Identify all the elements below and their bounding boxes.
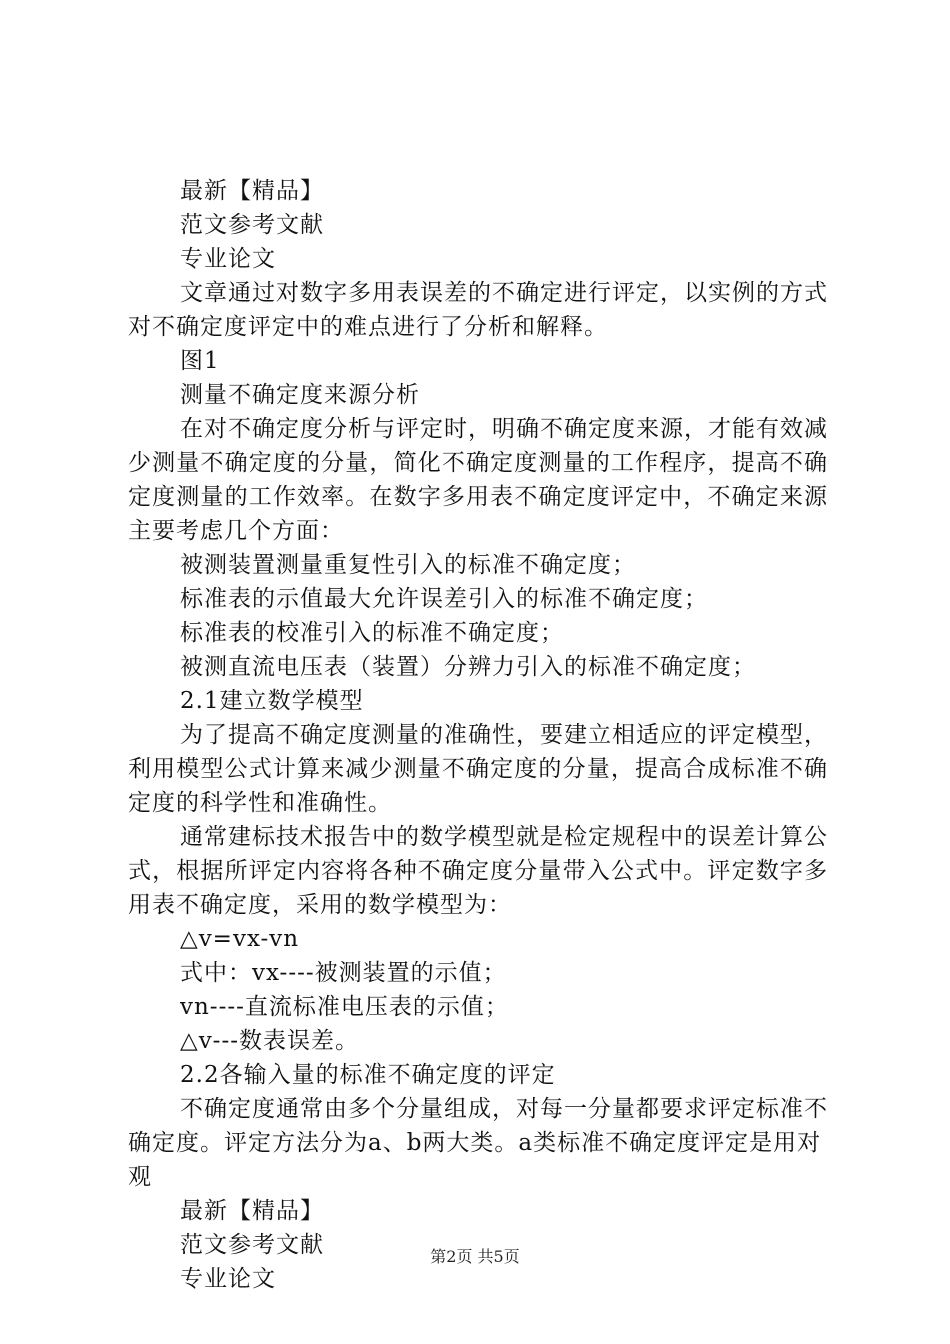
formula-def-vx: 式中：vx----被测装置的示值；: [180, 960, 507, 986]
source-item-resolution: 被测直流电压表（装置）分辨力引入的标准不确定度；: [180, 654, 756, 680]
source-item-calibration: 标准表的校准引入的标准不确定度；: [180, 620, 564, 646]
formula-def-dv: △v---数表误差。: [180, 1028, 359, 1054]
section-heading-sources: 测量不确定度来源分析: [180, 382, 420, 408]
page-number: 第2页 共5页: [430, 1247, 520, 1266]
source-item-max-error: 标准表的示值最大允许误差引入的标准不确定度；: [180, 586, 708, 612]
sources-intro-paragraph: 在对不确定度分析与评定时，明确不确定度来源，才能有效减少测量不确定度的分量，简化不确定度测量的工作程序，提高不确定度测量的工作效率。在数字多用表不确定度评定中，不确定来源主要考虑几个方面：: [128, 416, 828, 544]
document-body: [128, 174, 828, 1296]
formula-line: △v=vx-vn: [180, 926, 300, 952]
abstract-paragraph: 文章通过对数字多用表误差的不确定进行评定，以实例的方式对不确定度评定中的难点进行了分析和解释。: [128, 280, 828, 340]
figure-label: 图1: [180, 348, 220, 374]
formula-def-vn: vn----直流标准电压表的示值；: [180, 994, 509, 1020]
header-tag-featured: 最新【精品】: [180, 178, 324, 204]
evaluation-paragraph: 不确定度通常由多个分量组成，对每一分量都要求评定标准不确定度。评定方法分为a、b两大类。a类标准不确定度评定是用对观: [128, 1096, 828, 1190]
section-heading-evaluation: 2.2各输入量的标准不确定度的评定: [180, 1062, 556, 1088]
model-paragraph-2: 通常建标技术报告中的数学模型就是检定规程中的误差计算公式，根据所评定内容将各种不确定度分量带入公式中。评定数字多用表不确定度，采用的数学模型为：: [128, 824, 828, 918]
header-tag-reference: 范文参考文献: [180, 212, 324, 238]
model-paragraph-1: 为了提高不确定度测量的准确性，要建立相适应的评定模型，利用模型公式计算来减少测量不确定度的分量，提高合成标准不确定度的科学性和准确性。: [128, 722, 828, 816]
footer-tag-paper: 专业论文: [180, 1266, 276, 1292]
footer-tag-featured: 最新【精品】: [180, 1198, 324, 1224]
section-heading-model: 2.1建立数学模型: [180, 688, 364, 714]
header-tag-paper: 专业论文: [180, 246, 276, 272]
footer-tag-reference: 范文参考文献: [180, 1232, 324, 1258]
source-item-repeatability: 被测装置测量重复性引入的标准不确定度；: [180, 552, 636, 578]
